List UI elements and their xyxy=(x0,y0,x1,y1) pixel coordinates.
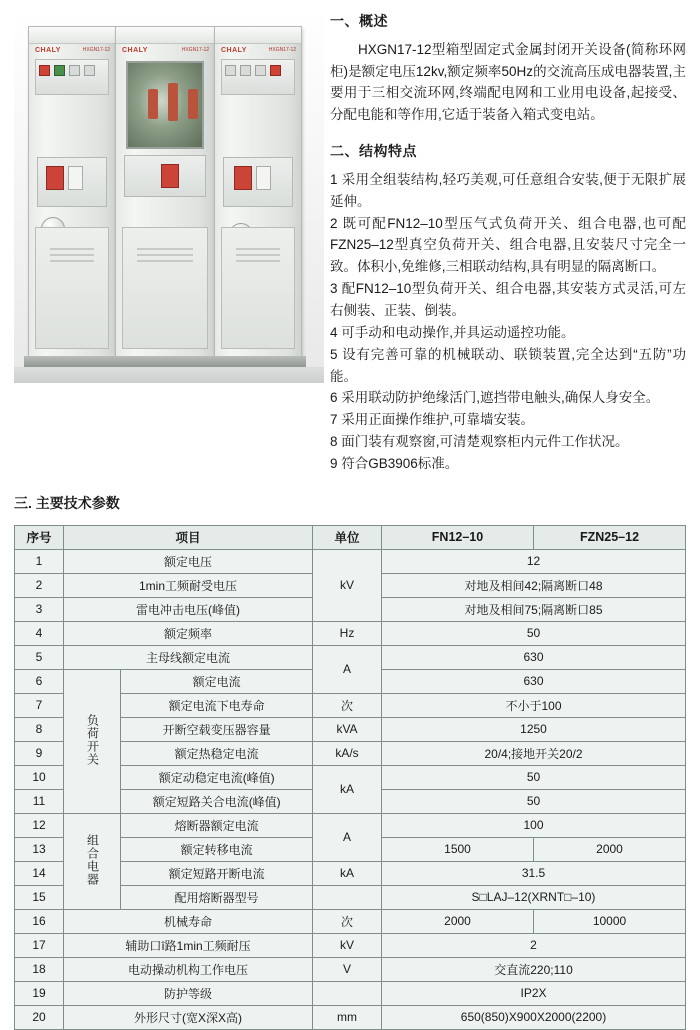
feature-item: 6 采用联动防护绝缘活门,遮挡带电触头,确保人身安全。 xyxy=(330,390,660,406)
feature-item: 8 面门装有观察窗,可清楚观察柜内元件工作状况。 xyxy=(330,434,629,450)
cell-unit: Hz xyxy=(313,621,382,645)
cell-unit: mm xyxy=(313,1005,382,1029)
indicator-grey3-icon xyxy=(255,65,266,76)
cell-no: 9 xyxy=(15,741,64,765)
feature-item: 3 配FN12–10型负荷开关、组合电器,其安装方式灵活,可左右侧装、正装、倒装。 xyxy=(330,281,686,318)
inspection-window xyxy=(126,61,204,149)
cell-unit: 次 xyxy=(313,909,382,933)
indicator-red-icon xyxy=(270,65,281,76)
cell-value: 交直流220;110 xyxy=(382,957,686,981)
red-marker-icon xyxy=(234,166,252,190)
cell-unit: A xyxy=(313,645,382,693)
white-marker-icon xyxy=(256,166,271,190)
cell-value: IP2X xyxy=(382,981,686,1005)
table-row xyxy=(15,957,686,981)
mid-plate xyxy=(124,155,206,197)
cell-no: 2 xyxy=(15,573,64,597)
cell-value: 50 xyxy=(382,765,686,789)
lower-door xyxy=(221,227,295,349)
table-row xyxy=(15,909,686,933)
cell-item: 电动操动机构工作电压 xyxy=(64,957,313,981)
spec-table xyxy=(14,525,686,1030)
cell-no: 10 xyxy=(15,765,64,789)
cell-item: 熔断器额定电流 xyxy=(121,813,313,837)
cell-group-combo xyxy=(64,813,121,909)
spec-section-heading: 三. 主要技术参数 xyxy=(14,494,120,511)
cell-item: 辅助口î路1min工频耐压 xyxy=(64,933,313,957)
vent-line xyxy=(50,260,94,262)
th-no: 序号 xyxy=(15,525,64,549)
product-photo xyxy=(14,8,324,383)
vent-line xyxy=(137,260,193,262)
feature-item: 2 既可配FN12–10型压气式负荷开关、组合电器,也可配FZN25–12型真空负荷开关、组合电器,且安装尺寸完全一致。体积小,免维修,三相联动结构,具有明显的隔离断口。 xyxy=(330,215,686,275)
cell-no: 11 xyxy=(15,789,64,813)
indicator-grey-icon xyxy=(225,65,236,76)
cell-no: 12 xyxy=(15,813,64,837)
cell-no: 20 xyxy=(15,1005,64,1029)
features-heading: 二、结构特点 xyxy=(330,143,417,160)
cell-value: 对地及相间75;隔离断口85 xyxy=(382,597,686,621)
cell-value: 630 xyxy=(382,669,686,693)
vent-line xyxy=(236,260,280,262)
cell-item: 机械寿命 xyxy=(64,909,313,933)
vent-line xyxy=(137,248,193,250)
cell-item: 额定短路开断电流 xyxy=(121,861,313,885)
cell-unit: A xyxy=(313,813,382,861)
lower-door xyxy=(122,227,208,349)
group-label-switch: 负荷开关 xyxy=(85,713,100,766)
cell-unit: V xyxy=(313,957,382,981)
model-label: HXGN17-12 xyxy=(268,47,296,53)
brand-label: CHALY xyxy=(122,47,148,54)
vent-line xyxy=(236,248,280,250)
product-photo-wrap xyxy=(0,8,330,475)
vent-line xyxy=(236,254,280,256)
cell-no: 15 xyxy=(15,885,64,909)
cell-item: 额定短路关合电流(峰值) xyxy=(121,789,313,813)
vent-line xyxy=(137,254,193,256)
cell-value: 12 xyxy=(382,549,686,573)
cell-item: 额定电流下电寿命 xyxy=(121,693,313,717)
cell-value: 630 xyxy=(382,645,686,669)
cell-no: 6 xyxy=(15,669,64,693)
cell-unit: kV xyxy=(313,933,382,957)
indicator-grey2-icon xyxy=(240,65,251,76)
cell-value-fn: 1500 xyxy=(382,837,534,861)
indicator-grey-icon xyxy=(69,65,80,76)
button-row xyxy=(225,65,281,76)
feature-item: 9 符合GB3906标准。 xyxy=(330,455,459,471)
cell-no: 3 xyxy=(15,597,64,621)
mid-plate xyxy=(223,157,293,207)
overview-heading: 一、概述 xyxy=(330,13,388,29)
cell-item: 配用熔断器型号 xyxy=(121,885,313,909)
cell-value: 20/4;接地开关20/2 xyxy=(382,741,686,765)
cell-no: 13 xyxy=(15,837,64,861)
lower-door xyxy=(35,227,109,349)
table-row xyxy=(15,645,686,669)
internal-component xyxy=(188,89,198,119)
indicator-green-icon xyxy=(54,65,65,76)
cell-group-switch xyxy=(64,669,121,813)
indicator-grey2-icon xyxy=(84,65,95,76)
red-marker-icon xyxy=(46,166,64,190)
top-area xyxy=(0,0,700,475)
cell-item: 额定电压 xyxy=(64,549,313,573)
internal-component xyxy=(148,89,158,119)
cabinet-top-panel xyxy=(29,27,115,44)
th-fn12: FN12–10 xyxy=(382,525,534,549)
feature-item: 7 采用正面操作维护,可靠墙安装。 xyxy=(330,412,535,428)
cell-value-fzn: 2000 xyxy=(534,837,686,861)
cell-item: 防护等级 xyxy=(64,981,313,1005)
cell-no: 18 xyxy=(15,957,64,981)
cell-no: 1 xyxy=(15,549,64,573)
table-header-row xyxy=(15,525,686,549)
model-label: HXGN17-12 xyxy=(82,47,110,53)
brand-label: CHALY xyxy=(221,47,247,54)
cell-value: 1250 xyxy=(382,717,686,741)
white-marker-icon xyxy=(68,166,83,190)
overview-paragraph: HXGN17-12型箱型固定式金属封闭开关设备(简称环网柜)是额定电压12kv,额定频率50Hz的交流高压成电器装置,主要用于三相交流环网,终端配电网和工业用电设备,起接受、分配电能和等作用,它适于装备入箱式变电站。 xyxy=(330,41,686,123)
floor-shadow xyxy=(14,367,324,383)
cell-value: 100 xyxy=(382,813,686,837)
cell-value: 不小于100 xyxy=(382,693,686,717)
cell-unit xyxy=(313,885,382,909)
cabinet-top-panel xyxy=(215,27,301,44)
cell-no: 19 xyxy=(15,981,64,1005)
cell-no: 5 xyxy=(15,645,64,669)
spec-table-wrap xyxy=(14,525,686,1030)
cell-unit: kA xyxy=(313,765,382,813)
cell-unit: kV xyxy=(313,549,382,621)
cell-item: 额定转移电流 xyxy=(121,837,313,861)
cell-item: 1min工频耐受电压 xyxy=(64,573,313,597)
cell-value-fn: 2000 xyxy=(382,909,534,933)
table-row xyxy=(15,981,686,1005)
table-row xyxy=(15,549,686,573)
cell-item: 雷电冲击电压(峰值) xyxy=(64,597,313,621)
cell-unit: kA/s xyxy=(313,741,382,765)
feature-item: 1 采用全组装结构,轻巧美观,可任意组合安装,便于无限扩展延伸。 xyxy=(330,171,686,209)
mid-plate xyxy=(37,157,107,207)
table-row xyxy=(15,813,686,837)
cell-value: 50 xyxy=(382,621,686,645)
cabinet-unit-1 xyxy=(28,26,116,358)
internal-component xyxy=(168,83,178,121)
cell-item: 额定电流 xyxy=(121,669,313,693)
vent-line xyxy=(50,248,94,250)
description-column xyxy=(330,8,700,475)
table-row xyxy=(15,933,686,957)
cell-no: 8 xyxy=(15,717,64,741)
feature-item: 4 可手动和电动操作,并具运动遥控功能。 xyxy=(330,324,575,340)
feature-item: 5 设有完善可靠的机械联动、联锁装置,完全达到“五防”功能。 xyxy=(330,346,686,384)
th-fzn25: FZN25–12 xyxy=(534,525,686,549)
cell-value: 对地及相间42;隔离断口48 xyxy=(382,573,686,597)
cell-item: 额定频率 xyxy=(64,621,313,645)
cell-no: 7 xyxy=(15,693,64,717)
cell-unit xyxy=(313,981,382,1005)
cell-unit: 次 xyxy=(313,693,382,717)
button-row xyxy=(39,65,95,76)
cell-item: 额定热稳定电流 xyxy=(121,741,313,765)
cell-value: 2 xyxy=(382,933,686,957)
indicator-red-icon xyxy=(39,65,50,76)
cell-unit: kVA xyxy=(313,717,382,741)
cell-value: 650(850)X900X2000(2200) xyxy=(382,1005,686,1029)
cell-value: S□LAJ–12(XRNT□–10) xyxy=(382,885,686,909)
table-row xyxy=(15,1005,686,1029)
cabinet-top-panel xyxy=(116,27,214,44)
red-marker-icon xyxy=(161,164,179,188)
cell-item: 主母线额定电流 xyxy=(64,645,313,669)
model-label: HXGN17-12 xyxy=(181,47,209,53)
cell-value-fzn: 10000 xyxy=(534,909,686,933)
cell-no: 17 xyxy=(15,933,64,957)
table-row xyxy=(15,621,686,645)
cell-no: 4 xyxy=(15,621,64,645)
cell-no: 14 xyxy=(15,861,64,885)
cell-unit: kA xyxy=(313,861,382,885)
cabinet-unit-2 xyxy=(115,26,215,358)
brand-label: CHALY xyxy=(35,47,61,54)
cell-value: 50 xyxy=(382,789,686,813)
cell-value: 31.5 xyxy=(382,861,686,885)
cell-item: 外形尺寸(宽X深X高) xyxy=(64,1005,313,1029)
group-label-combo: 组合电器 xyxy=(85,833,100,886)
cell-item: 开断空载变压器容量 xyxy=(121,717,313,741)
th-unit: 单位 xyxy=(313,525,382,549)
cell-no: 16 xyxy=(15,909,64,933)
vent-line xyxy=(50,254,94,256)
cabinet-unit-3 xyxy=(214,26,302,358)
cell-item: 额定动稳定电流(峰值) xyxy=(121,765,313,789)
th-item: 项目 xyxy=(64,525,313,549)
